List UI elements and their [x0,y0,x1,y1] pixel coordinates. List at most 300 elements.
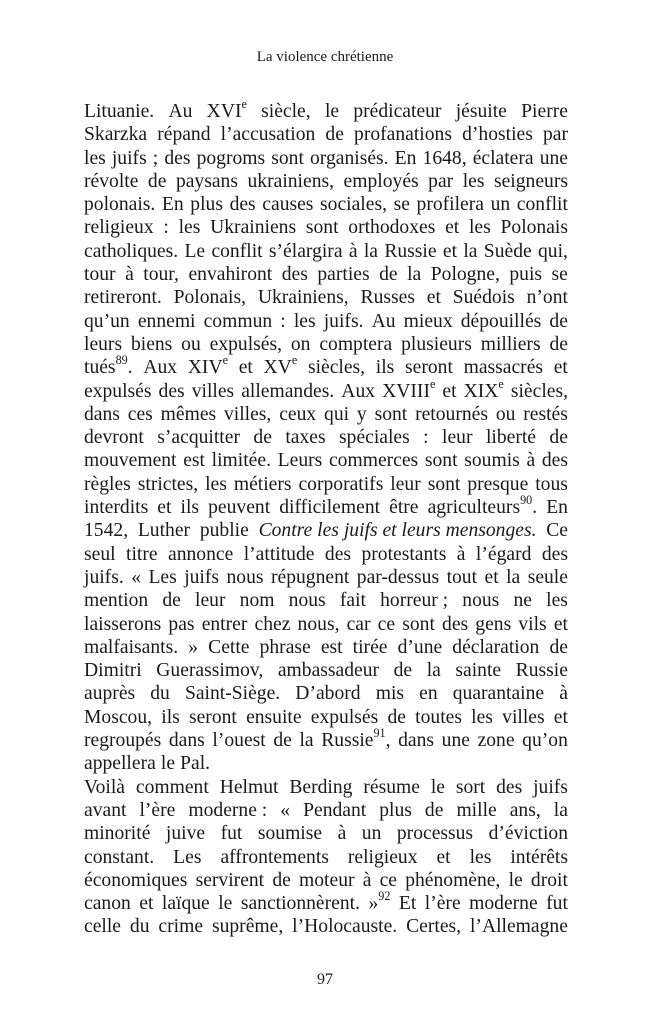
word [226,566,263,589]
word-text: envahiront [188,264,273,286]
word-text: : [163,217,169,239]
word [84,380,151,403]
word-text: tués [84,357,116,379]
word [197,147,266,170]
word [523,403,568,426]
word-text: dans [168,730,205,752]
word [473,147,534,170]
word [417,193,484,216]
word [244,543,315,566]
word [84,543,116,566]
word [494,170,568,193]
word [527,286,568,309]
word [196,869,265,892]
word [456,100,507,123]
word [84,589,148,612]
word-text: répand [157,124,211,146]
word-text: fut [546,893,568,915]
word-text: toutes [415,706,462,728]
word [230,193,256,216]
word-text: siècles, [510,380,568,402]
word-text: leur [442,427,473,449]
word-text: devront [84,427,144,449]
word-text: affrontements [220,846,329,868]
word-text: Russie [384,240,437,262]
word [368,889,391,915]
word-text: regroupés [84,730,162,752]
word [542,449,568,472]
word [126,543,158,566]
word [168,100,192,123]
word [361,543,446,566]
text-line [84,889,568,915]
word [246,706,302,729]
word-text: liberté [485,427,536,449]
word [181,496,200,519]
word [510,799,541,822]
word-text: le [218,893,233,915]
word-text: des [164,147,191,169]
word [325,543,351,566]
word-text: Certes, [406,916,462,938]
word-text: un [490,194,511,216]
word [84,776,125,799]
word-text: peuvent [208,497,271,519]
word-text: » [368,893,379,915]
word [185,682,280,705]
word [518,613,546,636]
word-text: presque [467,473,529,495]
word [168,543,233,566]
word [162,589,181,612]
word [549,636,568,659]
word [456,799,496,822]
word-text: s’élargira [268,240,343,262]
word-text: Helmut [219,776,279,798]
word [398,636,443,659]
word-text: XVIII [382,380,430,402]
word [535,473,568,496]
word [131,566,141,589]
word-text: D’abord [295,683,361,705]
word [406,915,461,938]
word [112,147,147,170]
word-text: prédicateur [353,101,442,122]
word [84,869,187,892]
word-text: à [559,683,568,705]
word [131,333,172,356]
word-text: des [324,543,352,565]
word-text: juifs. [84,566,124,588]
word-text: et [553,706,568,728]
word-text: des [442,613,469,635]
word-text: y [356,403,367,425]
word [415,403,488,426]
word [357,403,367,426]
word-text: de [253,427,272,449]
word-text: constant. [84,846,155,868]
word-text: retournés [415,403,488,425]
word [176,170,238,193]
word [452,636,539,659]
word [506,566,520,589]
word-text: seule [527,566,568,588]
word-text: Les [173,846,202,868]
word-text: XV [263,357,292,379]
word-text: titre [126,543,158,565]
word [190,193,223,216]
word [161,752,175,775]
word [128,403,153,426]
word-text: minorité [84,823,151,845]
word [84,193,155,216]
word-text: le [508,869,523,891]
word [463,240,477,263]
word [501,216,569,239]
word [425,892,461,915]
word [317,263,369,286]
word [195,589,225,612]
word [349,240,358,263]
word-text: leur [195,590,226,612]
word-text: les [293,310,316,332]
word-text: de [273,730,292,752]
word-text: l’ère [424,893,461,915]
word-text: des [229,194,256,216]
word [162,193,184,216]
word-text: de [549,427,568,449]
word [239,356,253,379]
word-text: la [553,799,568,821]
word-text: suprême, [211,916,284,938]
word-text: pogroms [196,147,266,169]
word-text: les [471,706,493,728]
word [84,473,131,496]
word-text: nom [239,590,275,612]
word [357,566,439,589]
word-text: Suédois [452,287,515,309]
word [125,263,134,286]
word-text: taxes [285,427,326,449]
word [455,659,501,682]
word [453,682,544,705]
word-text: de [387,706,406,728]
word [321,636,343,659]
text-line [84,915,568,938]
word [442,380,456,403]
word [502,706,544,729]
word-text: à [348,240,358,262]
word [184,566,219,589]
word-text: l’ère [139,799,176,821]
word [431,776,445,799]
word-text: les [84,147,106,169]
word [150,682,170,705]
word-text: Skarzka [84,124,148,146]
word [348,216,435,239]
word [362,822,382,845]
word-text: ambassadeur [277,660,380,682]
text-line [84,493,568,519]
word-text: horreur ; [380,590,449,612]
word-text: qui, [538,240,568,262]
word [470,846,492,869]
word-text: Polonais [500,217,568,239]
word [189,706,237,729]
word-text: paysans [175,170,238,192]
word-text: par [542,124,568,146]
word-text: siècle, [261,101,311,122]
word [184,240,205,263]
word [210,216,296,239]
word [554,799,568,822]
word [84,915,121,938]
text-line [84,869,568,892]
text-line [84,589,568,612]
text-line [84,286,568,309]
word-text: processus [396,823,474,845]
word [221,123,316,146]
word [436,846,450,869]
word [157,426,240,449]
word [272,869,291,892]
word-text: sainte [455,660,502,682]
word [363,869,372,892]
word [139,799,175,822]
word [496,403,516,426]
word-text: chez [254,613,291,635]
word [84,216,154,239]
word [442,426,472,449]
word-text: une [539,147,568,169]
word-text: leurs [84,333,123,355]
word-text: servirent [195,869,265,891]
word-text: conflit [516,194,568,216]
word [509,263,542,286]
word [84,636,178,659]
word-text: XIV [187,357,223,379]
word [375,403,408,426]
superscript: e [498,376,504,391]
word-text: sont [402,613,435,635]
word [538,240,568,263]
word-text: ou [181,333,201,355]
word [443,240,457,263]
word [271,566,349,589]
word [163,216,168,239]
word-text: les [468,217,491,239]
word [162,892,210,915]
word [379,799,412,822]
word-text: Polonais, [173,287,247,309]
word-text: se [393,194,410,216]
word [476,543,531,566]
body-text [84,97,568,939]
text-line [84,310,568,333]
word [484,240,532,263]
word [401,333,472,356]
word-text: les [462,170,485,192]
word-text: des [158,380,185,402]
text-line [84,706,568,729]
word-text: » [188,636,199,658]
word [84,822,150,845]
word-text: Ce [546,520,568,542]
word [156,659,263,682]
word [431,263,500,286]
word-text: polonais. [84,194,156,216]
word-text: Dimitri [84,660,142,682]
word-text: le [430,776,445,798]
word [405,356,453,379]
word-text: causes [262,194,314,216]
word-text: agriculteurs [427,497,521,519]
word [485,566,499,589]
word-text: ne [513,590,532,612]
word-text: XIX [463,380,499,402]
word-text: Ukrainiens, [257,287,349,309]
word-text: nous [288,590,326,612]
word-text: laisserons [84,613,162,635]
word [491,193,511,216]
word [554,613,568,636]
word-text: avant [84,799,127,821]
word [299,729,313,752]
word [399,892,416,915]
word-text: et [139,893,154,915]
word [208,636,249,659]
word-text: et [442,240,458,262]
word [180,752,210,775]
word [84,519,128,542]
word-text: de [272,869,291,891]
word-text: les [205,473,227,495]
word [428,473,461,496]
word-text: zone [477,730,515,752]
word-text: vils [518,613,547,635]
word [394,193,410,216]
word-text: En [394,147,417,169]
word-text: XVI [206,101,242,122]
word [526,449,535,472]
word-text: villes [191,380,235,402]
word-text: Berding [289,776,353,798]
word-text: ceux [279,403,317,425]
word-text: tour, [143,264,179,286]
word [517,193,568,216]
word [478,729,515,752]
word [464,449,520,472]
word-text: ils [161,706,180,728]
word [425,449,458,472]
word-text: protestants [361,543,447,565]
word-text: phénomène, [405,869,501,891]
word-text: métiers [233,473,292,495]
word [453,286,515,309]
word-text: qui [324,403,350,425]
word-text: le [324,101,340,122]
word-text: dans [84,403,120,425]
word-text: révolte [84,170,139,192]
word-text: de [162,590,181,612]
text-line [84,473,568,496]
text-line [84,799,568,822]
word [187,353,228,379]
word-text: Et [398,893,417,915]
word-text: mouvement [84,450,177,472]
italic-title: Contre les juifs et leurs mensonges. [258,520,537,542]
word [169,729,205,752]
word [481,333,541,356]
word [469,892,538,915]
word-text: seront [188,706,237,728]
word-text: Pierre [521,101,568,122]
word [471,706,493,729]
word [363,776,420,799]
word [269,240,343,263]
text-line [84,613,568,636]
word-text: Les [148,566,177,588]
word-text: répugnent [270,566,350,588]
word [84,659,142,682]
word-text: et [484,566,499,588]
text-line [84,240,568,263]
word [308,356,365,379]
word [84,752,156,775]
word-text: strictes, [137,473,199,495]
word-text: un [361,823,382,845]
word-text: moderne : [188,799,268,821]
word-text: de [549,333,568,355]
word-text: nous [462,590,500,612]
superscript: e [222,353,228,368]
word [486,426,536,449]
word-text: conflit [211,240,263,262]
word-text: éclatera [472,147,534,169]
word [419,682,438,705]
word-punctuation: . [532,497,538,519]
word [84,449,177,472]
word-text: orthodoxes [348,217,436,239]
word [280,310,285,333]
word [212,915,283,938]
word [84,123,147,146]
word-text: comment [135,776,209,798]
word [188,636,198,659]
word [206,97,247,123]
word-text: Cette [208,636,250,658]
word-text: expulsés [310,706,379,728]
word-text: du [150,683,170,705]
word [221,822,243,845]
word-text: n’ont [526,287,568,309]
word [279,496,380,519]
word [240,589,275,612]
word [522,729,568,752]
word [329,449,418,472]
word [255,613,291,636]
word [84,682,135,705]
superscript: e [241,97,247,112]
word-text: l’accusation [220,124,316,146]
word [263,353,298,379]
word-text: Russie [321,730,374,752]
word [212,449,271,472]
word [148,566,176,589]
word-text: d’hosties [462,124,533,146]
word [279,403,316,426]
word [319,333,392,356]
